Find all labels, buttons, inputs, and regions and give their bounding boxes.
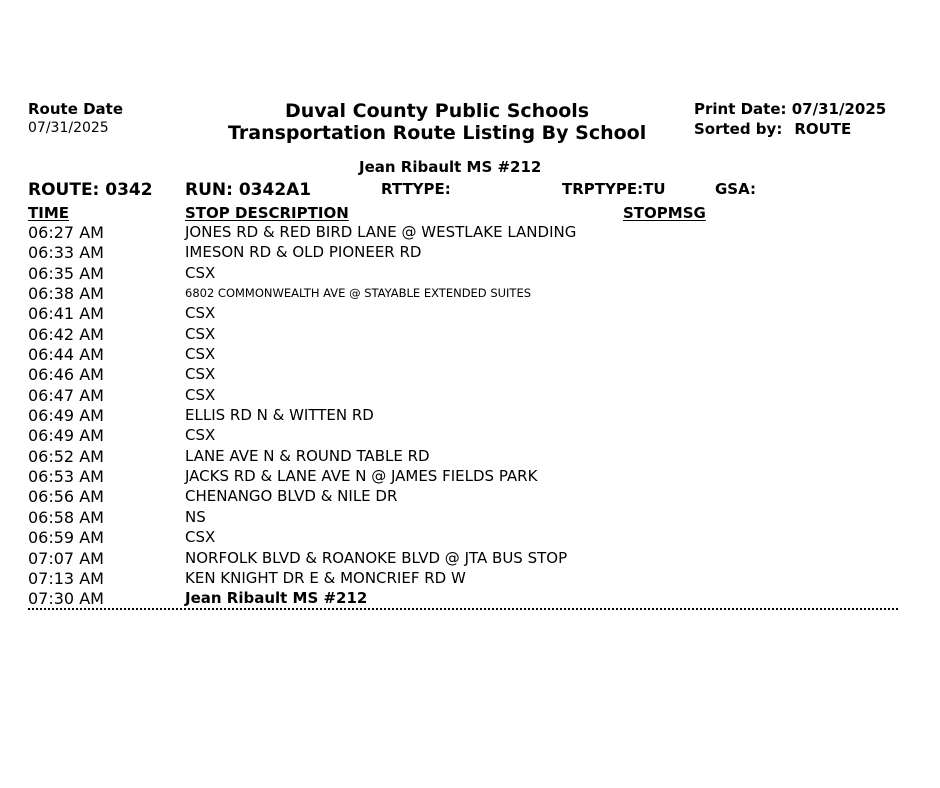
report-subtitle: Transportation Route Listing By School [228, 122, 647, 144]
stop-time: 06:33 AM [28, 243, 104, 263]
stop-row [28, 263, 898, 283]
stop-time: 06:41 AM [28, 304, 104, 324]
column-header-stop-description: STOP DESCRIPTION [185, 204, 349, 222]
stop-row [28, 303, 898, 323]
stop-time: 06:49 AM [28, 426, 104, 446]
stop-list [28, 222, 898, 609]
stop-row [28, 446, 898, 466]
stop-description: NORFOLK BLVD & ROANOKE BLVD @ JTA BUS STOP [185, 548, 568, 567]
stop-description: CHENANGO BLVD & NILE DR [185, 487, 398, 506]
stop-time: 06:27 AM [28, 223, 104, 242]
stop-time: 06:56 AM [28, 487, 104, 507]
stop-description: CSX [185, 365, 216, 384]
stop-time: 06:42 AM [28, 324, 104, 344]
trptype-label: TRPTYPE:TU [562, 180, 666, 198]
stop-description: LANE AVE N & ROUND TABLE RD [185, 446, 430, 465]
stop-row [28, 405, 898, 425]
stop-time: 07:13 AM [28, 568, 104, 588]
stop-time: 06:38 AM [28, 284, 104, 304]
stop-description: CSX [185, 426, 216, 445]
stop-description: CSX [185, 304, 216, 323]
stop-row [28, 385, 898, 405]
stop-description: CSX [185, 345, 216, 364]
route-date-value: 07/31/2025 [28, 120, 109, 136]
stop-row [28, 242, 898, 262]
stop-time: 06:52 AM [28, 446, 104, 466]
stop-description: 6802 COMMONWEALTH AVE @ STAYABLE EXTENDED SUITES [185, 286, 532, 301]
stop-description: IMESON RD & OLD PIONEER RD [185, 243, 422, 262]
stop-time: 06:49 AM [28, 406, 104, 426]
stop-time: 07:30 AM [28, 589, 104, 609]
stop-time: 06:59 AM [28, 528, 104, 548]
school-name: Jean Ribault MS #212 [359, 158, 542, 176]
stop-row [28, 588, 898, 608]
stop-row [28, 364, 898, 384]
stop-row [28, 283, 898, 303]
sorted-by-label: Sorted by: [694, 120, 783, 138]
stop-time: 06:53 AM [28, 467, 104, 487]
rttype-label: RTTYPE: [381, 180, 451, 198]
stop-description: CSX [185, 528, 216, 547]
stop-time: 06:44 AM [28, 345, 104, 365]
run-number: RUN: 0342A1 [185, 180, 312, 200]
stop-description: NS [185, 507, 206, 526]
stop-time: 06:46 AM [28, 365, 104, 385]
stop-row [28, 466, 898, 486]
column-header-stopmsg: STOPMSG [623, 204, 706, 222]
sorted-by-value: ROUTE [794, 120, 852, 138]
stop-row [28, 324, 898, 344]
stop-description: CSX [185, 324, 216, 343]
stop-row [28, 344, 898, 364]
stop-time: 06:58 AM [28, 507, 104, 527]
stop-row [28, 222, 898, 242]
sorted-by [694, 120, 851, 138]
stop-description: CSX [185, 385, 216, 404]
stop-description: KEN KNIGHT DR E & MONCRIEF RD W [185, 568, 466, 587]
stop-time: 06:35 AM [28, 263, 104, 283]
stop-row [28, 527, 898, 547]
stop-description: Jean Ribault MS #212 [185, 589, 368, 608]
dotted-divider [28, 608, 898, 610]
stop-row [28, 425, 898, 445]
stop-row [28, 548, 898, 568]
stop-description: ELLIS RD N & WITTEN RD [185, 406, 374, 425]
gsa-label: GSA: [715, 180, 757, 198]
stop-description: JACKS RD & LANE AVE N @ JAMES FIELDS PARK [185, 467, 538, 486]
route-date-label: Route Date [28, 100, 124, 118]
report-title: Duval County Public Schools [285, 100, 590, 122]
stop-description: CSX [185, 263, 216, 282]
stop-row [28, 507, 898, 527]
print-date: Print Date: 07/31/2025 [694, 100, 887, 118]
route-number: ROUTE: 0342 [28, 180, 153, 200]
stop-row [28, 486, 898, 506]
stop-row [28, 568, 898, 588]
stop-time: 06:47 AM [28, 385, 104, 405]
column-header-time: TIME [28, 204, 69, 222]
stop-description: JONES RD & RED BIRD LANE @ WESTLAKE LANDING [185, 223, 577, 241]
stop-time: 07:07 AM [28, 548, 104, 568]
